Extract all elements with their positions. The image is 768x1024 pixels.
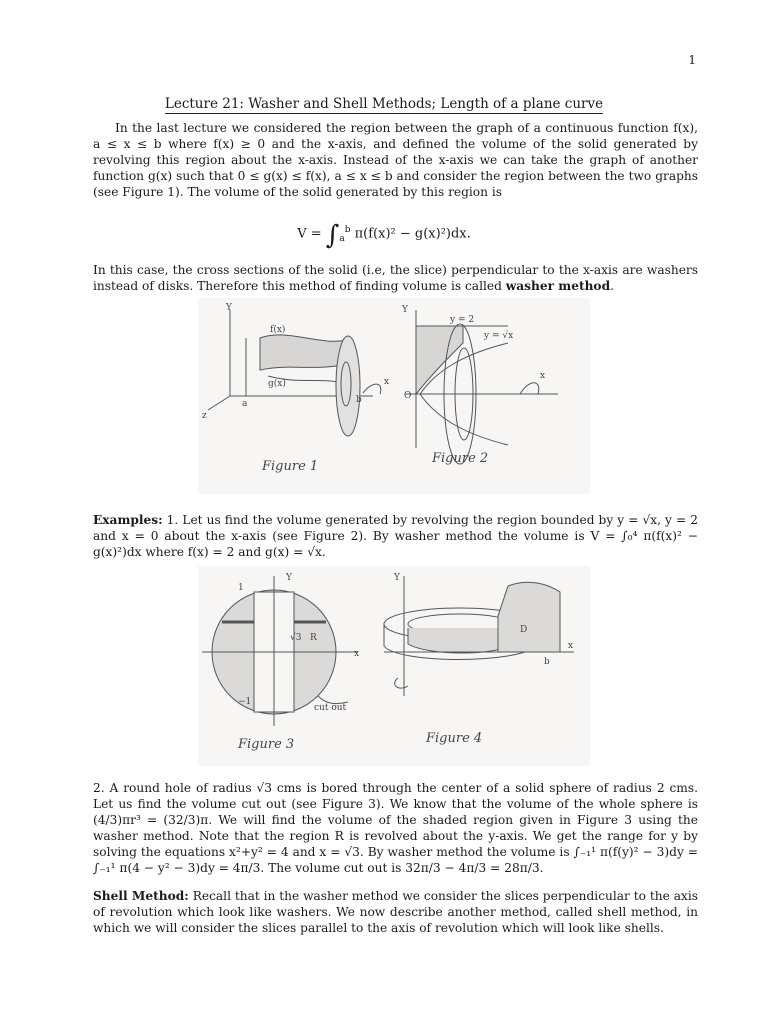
fig3-cutout-label: cut out: [314, 703, 347, 713]
fig1-x-label: x: [384, 377, 390, 387]
figure2-caption: Figure 2: [432, 451, 489, 466]
fig3-x-label: x: [354, 649, 360, 659]
fig4-d-label: D: [520, 625, 528, 635]
integral-sign: ∫: [325, 220, 340, 251]
fig2-ysqrt-label: y = √x: [484, 331, 514, 341]
figure3-caption: Figure 3: [238, 737, 295, 752]
fig2-y-label: Y: [402, 305, 408, 315]
fig2-x-label: x: [540, 371, 546, 381]
fig3-minus-one-label: −1: [238, 697, 252, 707]
fig3-r-label: R: [310, 633, 317, 643]
fig4-y-label: Y: [394, 573, 400, 583]
intro-paragraph: In the last lecture we considered the region between the graph of a continuous function f(x), a ≤ x ≤ b where f(x) ≥ 0 and the x-axis, and defined the volume of the solid generated by revolving this region about the x-axis. Instead of the x-axis we can take the graph of another function g(x) such that 0 ≤ g(x) ≤ f(x), a ≤ x ≤ b and consider the region between the two graphs (see Figure 1). The volume of the solid generated by this region is: [93, 121, 698, 199]
example2-paragraph: 2. A round hole of radius √3 cms is bored through the center of a solid sphere of radius 2 cms. Let us find the volume cut out (see Figure 3). We know that the volume of the whole sphere is (4/3)πr³ = (32/3)π. We will find the volume of the shaded region given in Figure 3 using the washer method. Note that the region R is revolved about the y-axis. We get the range for y by solving the equations x²+y² = 4 and x = √3. By washer method the volume is ∫₋₁¹ π(f(y)² − 3)dy = ∫₋₁¹ π(4 − y² − 3)dy = 4π/3. The volume cut out is 32π/3 − 4π/3 = 28π/3.: [93, 781, 698, 875]
figures-3-4-drawing: [198, 566, 590, 766]
lecture-title: Lecture 21: Washer and Shell Methods; Length of a plane curve: [164, 96, 604, 112]
example1-paragraph: Examples: 1. Let us find the volume generated by revolving the region bounded by y = √x, y = 2 and x = 0 about the x-axis (see Figure 2). By washer method the volume is V = ∫₀⁴ π(f(x)² − g(x)²)dx where f(x) = 2 and g(x) = √x.: [93, 513, 698, 559]
figure4-caption: Figure 4: [426, 731, 483, 746]
shell-paragraph: Shell Method: Recall that in the washer method we consider the slices perpendicular to the axis of revolution which look like washers. We now describe another method, called shell method, in which we will consider the slices parallel to the axis of revolution which will look like shells.: [93, 889, 698, 935]
shell-method-label: Shell Method:: [93, 889, 189, 903]
fig2-y2-label: y = 2: [450, 315, 475, 325]
washer-paragraph: In this case, the cross sections of the solid (i.e, the slice) perpendicular to the x-axis are washers instead of disks. Therefore this method of finding volume is called washer method.: [93, 263, 698, 293]
fig3-one-label: 1: [238, 583, 244, 593]
fig1-b-label: b: [356, 395, 362, 405]
figures-1-2-drawing: [198, 298, 590, 494]
examples-label: Examples:: [93, 513, 163, 527]
fig2-origin-label: O: [404, 391, 412, 401]
fig1-fx-label: f(x): [270, 325, 286, 335]
figures-3-4-image: [198, 566, 590, 766]
fig3-y-label: Y: [286, 573, 292, 583]
washer-method-term: washer method: [505, 279, 611, 293]
fig4-b-label: b: [544, 657, 550, 667]
fig1-z-label: z: [202, 411, 207, 421]
volume-equation: $V = \int_a^b$ π(f(x)² − g(x)²)dx.: [297, 220, 471, 251]
fig3-sqrt3-label: √3: [290, 633, 302, 643]
figures-1-2-image: [198, 298, 590, 494]
fig1-a-label: a: [242, 399, 248, 409]
fig1-y-label: Y: [226, 303, 232, 313]
fig4-x-label: x: [568, 641, 574, 651]
figure1-caption: Figure 1: [262, 459, 319, 474]
fig1-gx-label: g(x): [268, 379, 286, 389]
page-number: 1: [688, 53, 696, 67]
